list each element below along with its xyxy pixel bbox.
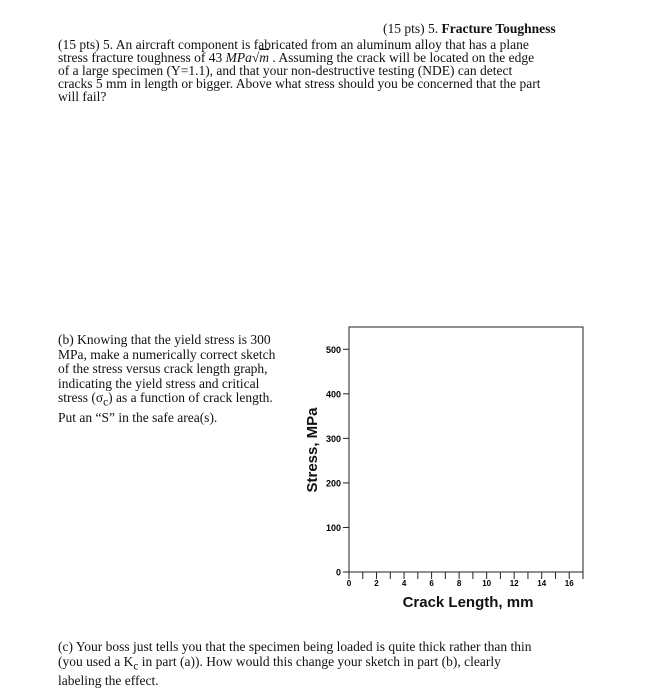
x-tick-label: 10 (482, 579, 492, 588)
part-b-line-1: (b) Knowing that the yield stress is 300 (58, 332, 271, 347)
y-tick-label: 0 (335, 567, 341, 578)
x-ticks (347, 572, 583, 588)
part-b-line-2: MPa, make a numerically correct sketch (58, 346, 276, 362)
part-b-question (58, 333, 293, 425)
part-a-question (58, 38, 578, 103)
part-b-line-3: of the stress versus crack length graph, (58, 361, 268, 377)
x-tick-label: 8 (456, 579, 462, 588)
x-tick-label: 12 (509, 579, 519, 588)
part-b-line-5a: stress (σ (58, 390, 104, 406)
unit-radicand: m (259, 50, 270, 65)
part-a-line-2b: . Assuming the crack will be located on the edge (272, 50, 535, 65)
sqrt-symbol: √m (251, 50, 270, 65)
x-tick-label: 14 (537, 579, 547, 588)
sigma-subscript: c (103, 397, 109, 410)
x-tick-label: 6 (429, 579, 434, 588)
part-c-line-3: labeling the effect. (58, 672, 159, 688)
x-tick-label: 2 (374, 579, 379, 588)
y-tick-label: 400 (325, 389, 341, 400)
part-a-line-5: will fail? (58, 89, 107, 104)
stress-crack-length-chart (295, 322, 595, 617)
x-tick-label: 4 (401, 579, 407, 588)
y-tick-label: 200 (325, 478, 341, 489)
header-points: (15 pts) 5. (383, 21, 439, 36)
part-a-line-4: cracks 5 mm in length or bigger. Above what stress should you be concerned that the part (58, 76, 541, 91)
x-tick-label: 0 (346, 579, 352, 588)
problem-header (383, 21, 556, 37)
y-ticks (326, 345, 349, 578)
header-title: Fracture Toughness (441, 21, 556, 36)
part-c-line-2a: (you used a K (58, 653, 134, 669)
kc-subscript: c (133, 660, 139, 673)
part-b-line-6: Put an “S” in the safe area(s). (58, 409, 218, 425)
y-tick-label: 500 (325, 344, 341, 355)
x-axis-label: Crack Length, mm (402, 594, 534, 611)
part-b-line-5 (58, 391, 293, 410)
plot-frame (349, 327, 583, 572)
part-a-line-3: of a large specimen (Y=1.1), and that your non-destructive testing (NDE) can detect (58, 63, 513, 78)
part-c-question (58, 640, 618, 688)
x-tick-label: 16 (564, 579, 574, 588)
unit-prefix: MPa (225, 50, 252, 65)
part-c-line-2 (58, 655, 618, 674)
part-b-line-4: indicating the yield stress and critical (58, 375, 260, 391)
part-a-line-2a: stress fracture toughness of 43 (58, 50, 223, 65)
y-tick-label: 100 (325, 522, 341, 533)
part-a-line-1: (15 pts) 5. An aircraft component is fabricated from an aluminum alloy that has a plane (58, 37, 529, 52)
part-c-line-2b: in part (a)). How would this change your sketch in part (b), clearly (138, 653, 501, 669)
part-b-line-5b: ) as a function of crack length. (108, 390, 273, 406)
y-axis-label: Stress, MPa (304, 407, 321, 493)
y-tick-label: 300 (325, 433, 341, 444)
part-c-line-1: (c) Your boss just tells you that the specimen being loaded is quite thick rather than thin (58, 639, 532, 654)
